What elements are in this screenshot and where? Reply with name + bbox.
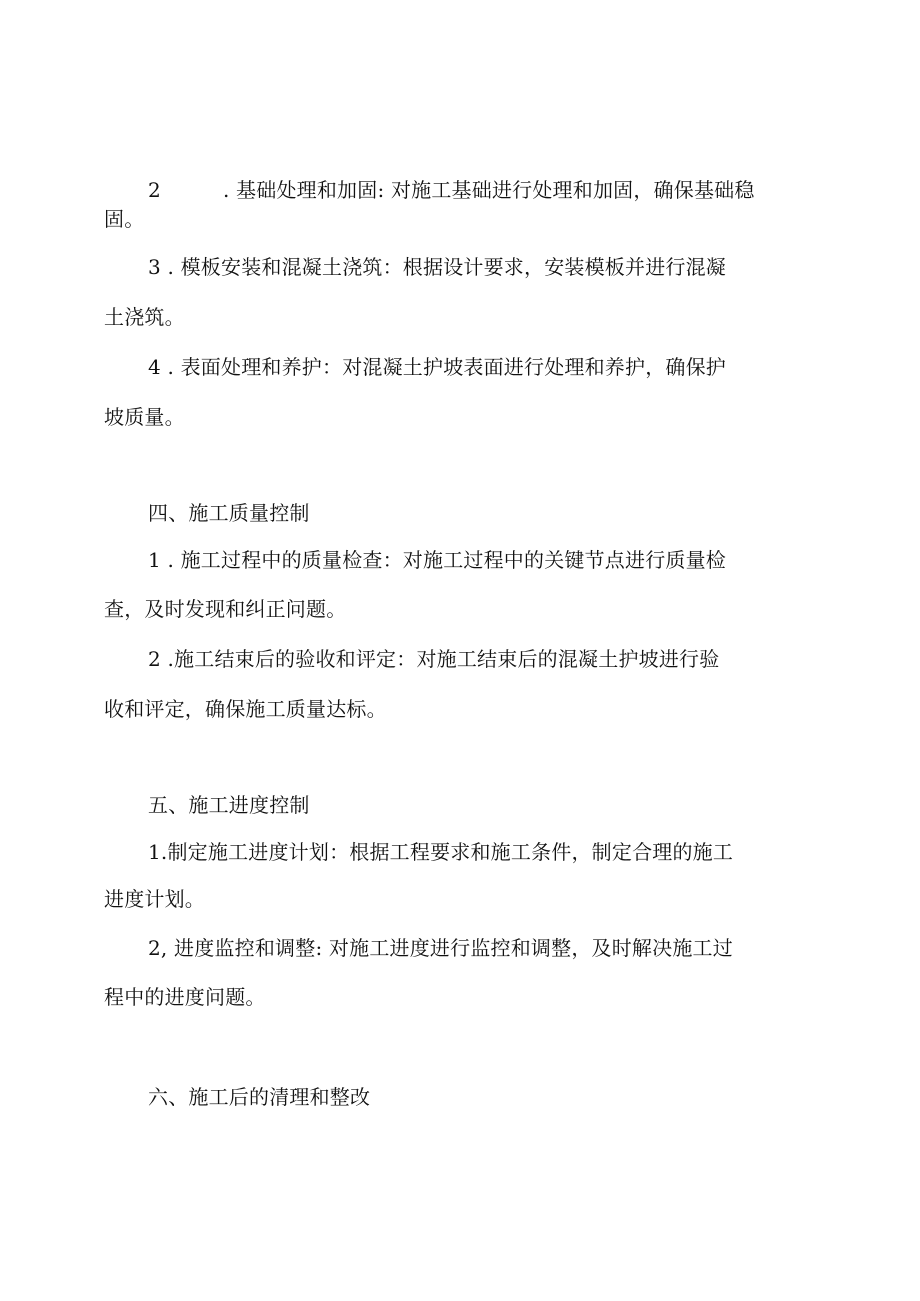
quality-item-2-line-2: 收和评定，确保施工质量达标。 (104, 697, 387, 721)
step-3-line-2: 土浇筑。 (104, 305, 185, 329)
quality-item-1-line-2: 查，及时发现和纠正问题。 (104, 597, 347, 621)
progress-item-1-line-2: 进度计划。 (104, 887, 205, 911)
quality-control-heading: 四、施工质量控制 (148, 501, 310, 525)
step-4-line-2: 坡质量。 (104, 405, 185, 429)
step-2-text: . 基础处理和加固: 对施工基础进行处理和加固，确保基础稳 (222, 178, 755, 202)
quality-item-1-line-1: 1 . 施工过程中的质量检查：对施工过程中的关键节点进行质量检 (148, 548, 726, 572)
step-4-line-1: 4 . 表面处理和养护：对混凝土护坡表面进行处理和养护，确保护 (148, 355, 726, 379)
progress-item-2-line-2: 程中的进度问题。 (104, 985, 266, 1009)
progress-item-2-line-1: 2, 进度监控和调整: 对施工进度进行监控和调整，及时解决施工过 (148, 936, 733, 960)
step-2-line-2: 固。 (104, 207, 145, 231)
step-2-line-1 (148, 177, 755, 203)
cleanup-heading: 六、施工后的清理和整改 (148, 1085, 371, 1109)
progress-item-1-line-1: 1.制定施工进度计划：根据工程要求和施工条件，制定合理的施工 (148, 840, 734, 864)
quality-item-2-line-1: 2 .施工结束后的验收和评定：对施工结束后的混凝土护坡进行验 (148, 647, 720, 671)
progress-control-heading: 五、施工进度控制 (148, 793, 310, 817)
step-3-line-1: 3 . 模板安装和混凝土浇筑：根据设计要求，安装模板并进行混凝 (148, 255, 726, 279)
step-2-number: 2 (148, 178, 161, 202)
